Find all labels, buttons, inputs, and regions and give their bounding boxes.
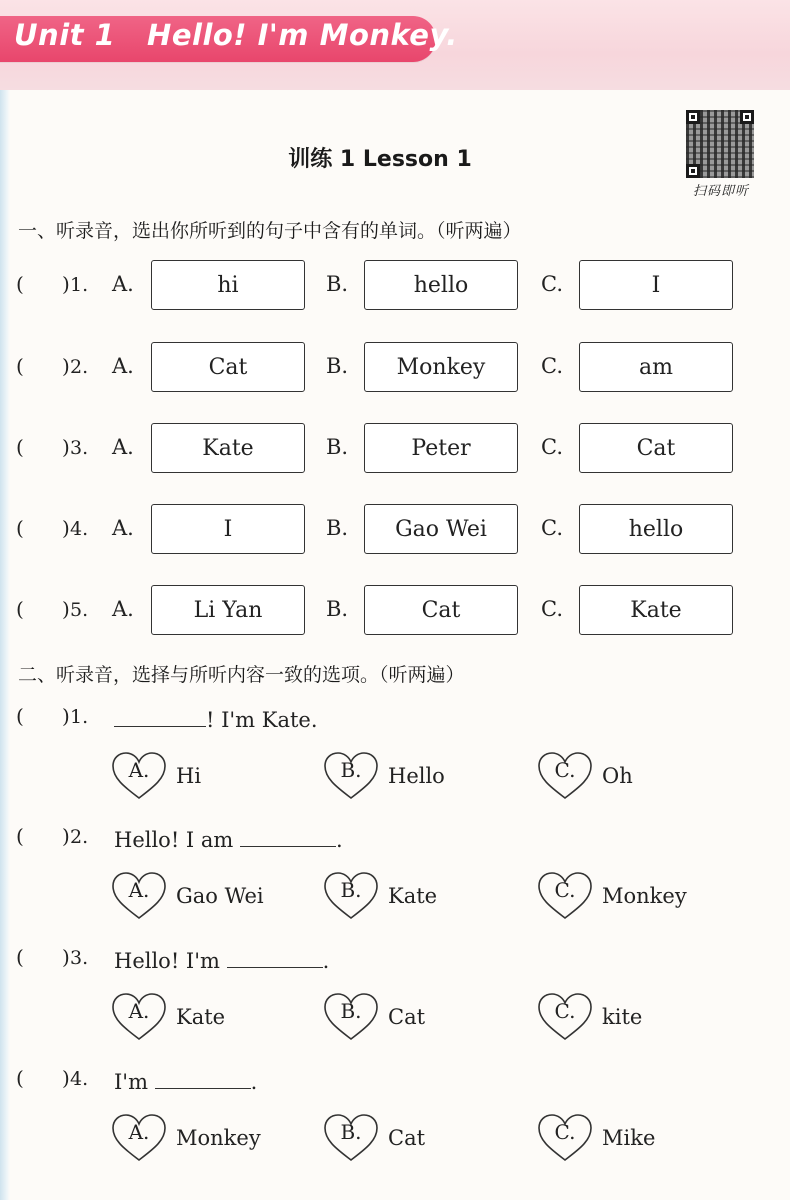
lesson-title: 训练 1 Lesson 1 [288, 147, 472, 172]
option-letter: A. [112, 272, 134, 296]
option-letter: C. [554, 758, 576, 782]
heart-option[interactable] [536, 870, 687, 922]
answer-blank[interactable] [227, 945, 323, 968]
option-letter: C. [541, 354, 563, 378]
option-letter: A. [112, 597, 134, 621]
option-text: Cat [388, 1126, 426, 1150]
word-option-box[interactable]: Monkey [364, 342, 518, 392]
heart-icon [322, 750, 380, 802]
sentence-end: . [336, 828, 343, 852]
word-option-box[interactable]: Peter [364, 423, 518, 473]
option-letter: B. [326, 597, 349, 621]
option-letter: A. [128, 758, 150, 782]
option-text: kite [602, 1005, 643, 1029]
option-letter: A. [128, 1120, 150, 1144]
option-letter: C. [554, 878, 576, 902]
option-text: Hello [388, 764, 445, 788]
option-letter: C. [541, 435, 563, 459]
heart-icon [110, 870, 168, 922]
option-letter: A. [112, 435, 134, 459]
unit-title: Unit 1 Hello! I'm Monkey. [14, 18, 458, 52]
question-number: 5. [70, 599, 89, 621]
heart-icon [536, 991, 594, 1043]
heart-option[interactable] [536, 750, 633, 802]
heart-option[interactable] [322, 991, 425, 1043]
heart-icon [110, 1112, 168, 1164]
option-letter: A. [112, 516, 134, 540]
word-option-box[interactable]: hi [151, 260, 305, 310]
word-option-box[interactable]: Cat [579, 423, 733, 473]
option-text: Cat [388, 1005, 426, 1029]
option-letter: C. [541, 597, 563, 621]
option-letter: B. [326, 435, 349, 459]
word-option-box[interactable]: Cat [151, 342, 305, 392]
option-letter: C. [554, 1120, 576, 1144]
question-sentence [114, 824, 343, 852]
word-option-box[interactable]: Gao Wei [364, 504, 518, 554]
word-option-box[interactable]: Cat [364, 585, 518, 635]
option-text: Kate [176, 1005, 226, 1029]
option-letter: A. [128, 999, 150, 1023]
answer-paren[interactable]: ( ) [16, 824, 70, 848]
option-text: Kate [388, 884, 438, 908]
option-letter: B. [326, 354, 349, 378]
option-letter: B. [326, 516, 349, 540]
heart-icon [536, 870, 594, 922]
answer-blank[interactable] [240, 824, 336, 847]
answer-paren[interactable]: ( ) [16, 272, 70, 296]
option-letter: C. [541, 516, 563, 540]
option-letter: B. [326, 272, 349, 296]
option-text: Monkey [176, 1126, 261, 1150]
option-text: Hi [176, 764, 202, 788]
sentence-end: . [322, 949, 330, 973]
answer-blank[interactable] [114, 704, 206, 727]
word-option-box[interactable]: Kate [579, 585, 733, 635]
question-sentence [114, 1066, 257, 1094]
question-number: 3. [70, 947, 89, 969]
option-letter: A. [112, 354, 134, 378]
sentence-start: Hello! I am [114, 828, 241, 852]
heart-option[interactable] [536, 991, 642, 1043]
option-text: Gao Wei [176, 884, 264, 908]
word-option-box[interactable]: am [579, 342, 733, 392]
option-text: Oh [602, 764, 633, 788]
option-letter: C. [554, 999, 576, 1023]
sentence-start: I'm [114, 1070, 155, 1094]
question-number: 1. [70, 274, 89, 296]
question-number: 1. [70, 706, 89, 728]
word-option-box[interactable]: Li Yan [151, 585, 305, 635]
question-number: 3. [70, 437, 89, 459]
option-letter: B. [340, 1120, 362, 1144]
section2-heading: 二、听录音，选择与所听内容一致的选项。（听两遍） [18, 664, 465, 686]
heart-option[interactable] [110, 870, 264, 922]
heart-option[interactable] [110, 1112, 261, 1164]
heart-option[interactable] [322, 750, 445, 802]
heart-icon [110, 750, 168, 802]
word-option-box[interactable]: hello [579, 504, 733, 554]
section1-heading: 一、听录音，选出你所听到的句子中含有的单词。（听两遍） [18, 220, 522, 242]
option-letter: B. [340, 999, 362, 1023]
option-letter: B. [340, 878, 362, 902]
question-number: 2. [70, 826, 89, 848]
heart-option[interactable] [536, 1112, 655, 1164]
word-option-box[interactable]: I [579, 260, 733, 310]
heart-option[interactable] [322, 1112, 425, 1164]
answer-paren[interactable]: ( ) [16, 354, 70, 378]
qr-finder-icon [686, 164, 700, 178]
qr-finder-icon [686, 110, 700, 124]
sentence-start: Hello! I'm [114, 949, 227, 973]
word-option-box[interactable]: Kate [151, 423, 305, 473]
heart-icon [536, 1112, 594, 1164]
page-edge-shadow [0, 90, 10, 1200]
question-number: 4. [70, 1068, 89, 1090]
heart-icon [322, 870, 380, 922]
option-letter: C. [541, 272, 563, 296]
question-number: 2. [70, 356, 89, 378]
option-text: Monkey [602, 884, 687, 908]
question-sentence [114, 704, 318, 732]
answer-paren[interactable]: ( ) [16, 597, 70, 621]
heart-icon [322, 991, 380, 1043]
heart-icon [110, 991, 168, 1043]
answer-paren[interactable]: ( ) [16, 516, 70, 540]
heart-icon [322, 1112, 380, 1164]
answer-paren[interactable]: ( ) [16, 704, 70, 728]
answer-paren[interactable]: ( ) [16, 945, 70, 969]
heart-icon [536, 750, 594, 802]
heart-option[interactable] [322, 870, 437, 922]
option-letter: A. [128, 878, 150, 902]
qr-code-icon[interactable] [686, 110, 754, 178]
heart-option[interactable] [110, 750, 201, 802]
heart-option[interactable] [110, 991, 225, 1043]
answer-paren[interactable]: ( ) [16, 435, 70, 459]
qr-label: 扫码即听 [692, 184, 749, 199]
option-letter: B. [340, 758, 362, 782]
word-option-box[interactable]: I [151, 504, 305, 554]
sentence-end: ! I'm Kate. [206, 708, 318, 732]
option-text: Mike [602, 1126, 656, 1150]
question-number: 4. [70, 518, 89, 540]
question-sentence [114, 945, 329, 973]
word-option-box[interactable]: hello [364, 260, 518, 310]
answer-paren[interactable]: ( ) [16, 1066, 70, 1090]
sentence-end: . [250, 1070, 258, 1094]
qr-finder-icon [740, 110, 754, 124]
answer-blank[interactable] [155, 1066, 251, 1089]
